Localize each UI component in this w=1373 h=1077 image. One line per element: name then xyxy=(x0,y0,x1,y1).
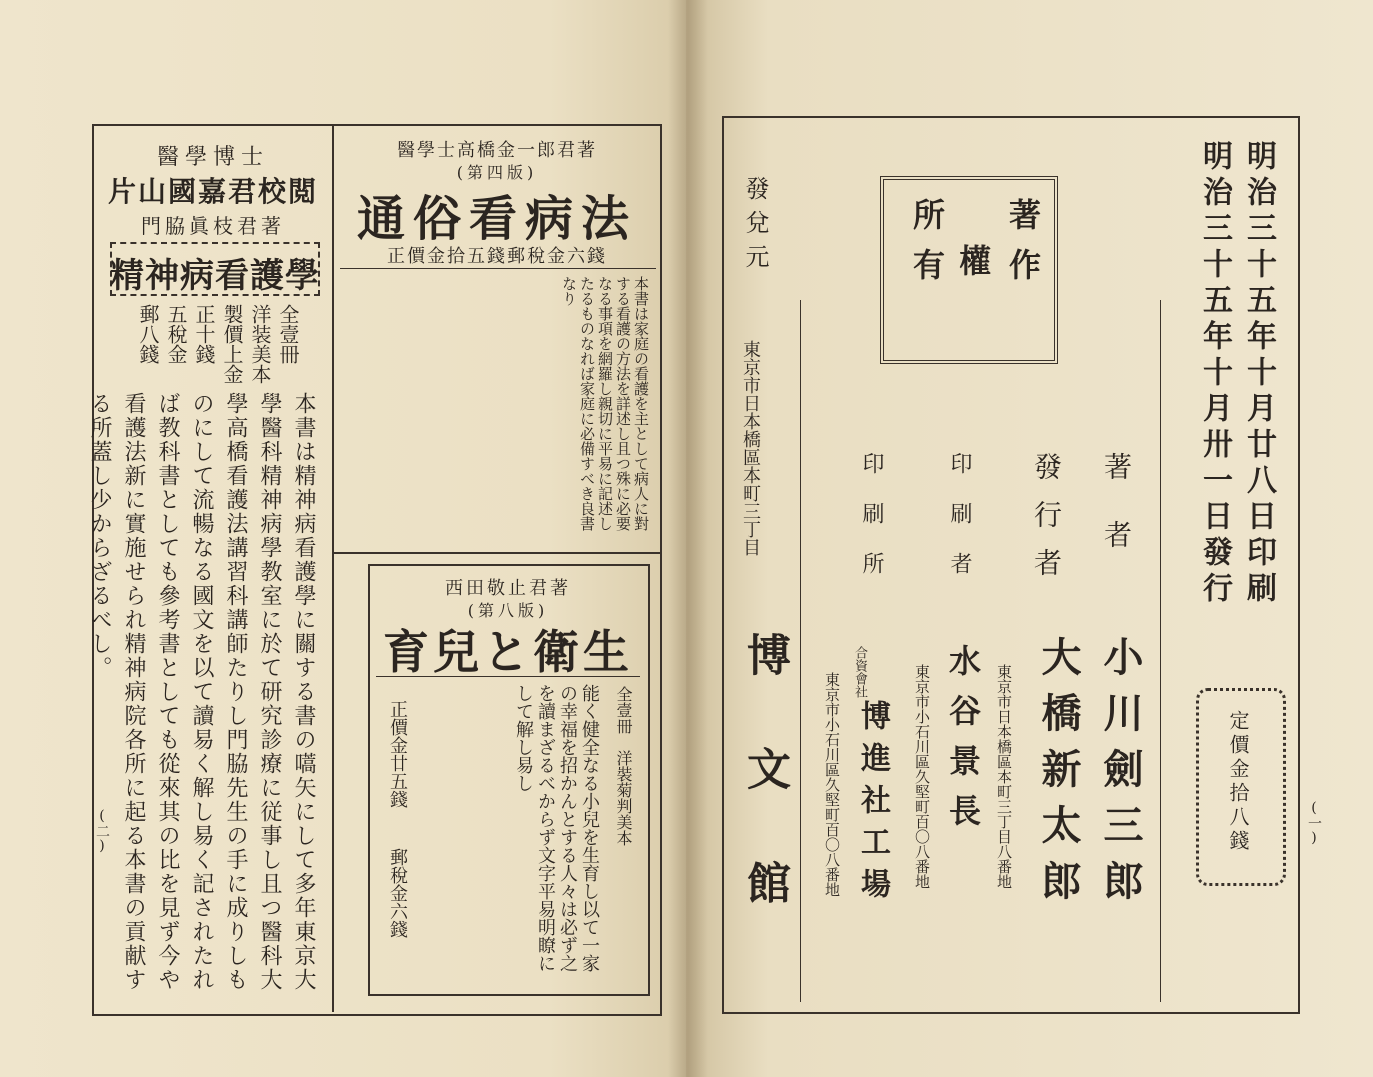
textbook-author: 門脇眞枝君著 xyxy=(141,214,285,238)
childcare-postage: 郵稅金六錢 xyxy=(387,848,408,938)
nursing-title: 通俗看病法 xyxy=(356,191,637,247)
issue-date: 明治三十五年十月卅一日發行 xyxy=(1197,140,1232,608)
nursing-price: 正價金拾五錢郵稅金六錢 xyxy=(387,246,607,267)
printshop-address: 東京市小石川區久堅町百〇八番地 xyxy=(823,672,841,897)
left-page-number: (二) xyxy=(94,808,110,854)
printer-label: 印刷者 xyxy=(947,452,972,602)
copyright-line: 著作 xyxy=(1004,198,1042,298)
price-line: 正十錢 xyxy=(192,304,216,364)
print-date: 明治三十五年十月廿八日印刷 xyxy=(1241,140,1276,608)
price-line: 製價上金 xyxy=(220,304,244,384)
printshop-kind: 合資會社 xyxy=(852,646,867,698)
ad-row-divider xyxy=(332,552,660,554)
printer-name: 水谷景長 xyxy=(944,644,982,844)
publisher-name: 大橋新太郎 xyxy=(1035,636,1082,916)
author-label: 著者 xyxy=(1100,452,1133,588)
colophon-inner-rule xyxy=(1160,300,1161,1002)
nursing-description: 本書は家庭の看護を主として病人に對する看護の方法を詳述し且つ殊に必要なる事項を網羅し親切に平易に記述したるものなれば家庭に必備すべき良書なり xyxy=(560,276,650,531)
copyright-line: 所有 xyxy=(908,198,946,298)
right-page-number: (一) xyxy=(1306,800,1322,846)
printer-address: 東京市小石川區久堅町百〇八番地 xyxy=(913,664,931,889)
textbook-price-block xyxy=(130,304,300,384)
seller-name: 博文館 xyxy=(739,632,790,974)
childcare-edition: (第八版) xyxy=(467,601,549,620)
seller-rule xyxy=(800,300,801,1002)
seller-label: 發兌元 xyxy=(741,176,769,278)
childcare-description: 能く健全なる小兒を生育し以て一家の幸福を招かんとする人々は必ず之を讀まざるべからず文字平易明瞭にして解し易し xyxy=(513,684,600,972)
price-line: 郵八錢 xyxy=(136,304,160,364)
textbook-author-title: 醫學博士 xyxy=(156,145,269,170)
printshop-label: 印刷所 xyxy=(859,452,884,602)
publisher-label: 發行者 xyxy=(1030,452,1063,596)
nursing-edition: (第四版) xyxy=(456,163,538,182)
childcare-side-label: 全壹冊 洋裝菊判美本 xyxy=(614,686,633,846)
textbook-description: 本書は精神病看護學に關する書の嚆矢にして多年東京大學醫科精神病學教室に於て研究診療に従事し且つ醫科大學高橋看護法講習科講師たりし門脇先生の手に成りしものにして流暢なる國文を以て讀易く解し易く記されたれば教科書としても參考書としても從來其の比を見ず今や看護法新に實施せられ精神病院各所に起る本書の貢献する所蓋し少からざるべし。 xyxy=(87,392,316,992)
publisher-address: 東京市日本橋區本町三丁目八番地 xyxy=(995,664,1013,889)
ad-column-divider xyxy=(332,124,334,1012)
nursing-price-rule xyxy=(340,268,656,269)
book-gutter xyxy=(668,0,708,1077)
childcare-title-rule xyxy=(376,676,640,677)
copyright-line: 權 xyxy=(954,244,992,276)
author-name: 小川劍三郎 xyxy=(1097,636,1144,916)
printshop-name: 博進社工場 xyxy=(855,700,890,910)
childcare-price: 正價金廿五錢 xyxy=(387,700,408,808)
price-text: 定價金拾八錢 xyxy=(1226,710,1250,854)
childcare-title: 育兒と衛生 xyxy=(383,625,633,679)
price-line: 全壹冊 xyxy=(276,304,300,364)
seller-address: 東京市日本橋區本町三丁目 xyxy=(740,340,761,556)
price-line: 五稅金 xyxy=(164,304,188,364)
nursing-author-line: 醫學士高橋金一郎君著 xyxy=(397,140,597,161)
price-line: 洋装美本 xyxy=(248,304,272,384)
childcare-author-line: 西田敬止君著 xyxy=(445,578,571,599)
textbook-reviser: 片山國嘉君校閲 xyxy=(107,175,318,208)
textbook-title: 精神病看護學 xyxy=(110,256,320,296)
